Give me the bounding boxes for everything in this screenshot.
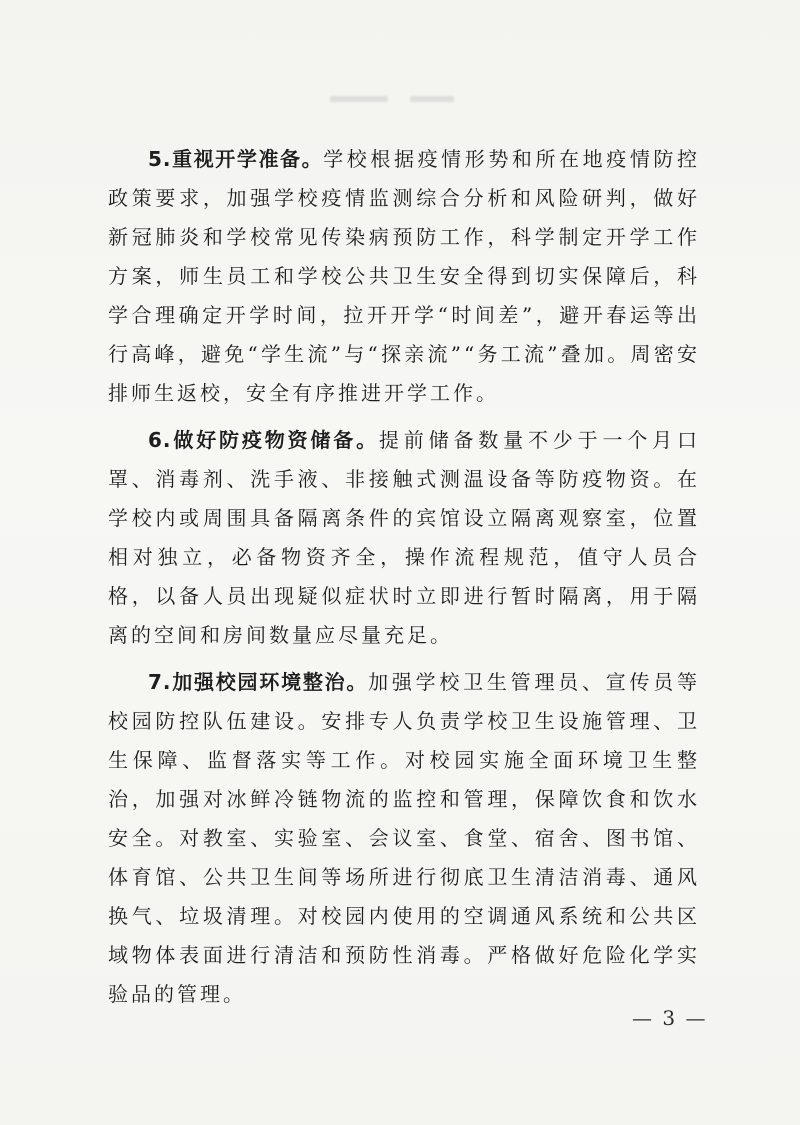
paragraph-6	[108, 421, 700, 655]
show-through-marks	[330, 96, 490, 110]
section-heading-6: 6.做好防疫物资储备。	[148, 428, 379, 452]
section-body-5: 学校根据疫情形势和所在地疫情防控政策要求，加强学校疫情监测综合分析和风险研判，做好新冠肺炎和学校常见传染病预防工作，科学制定开学工作方案，师生员工和学校公共卫生安全得到切实保障后，科学合理确定开学时间，拉开开学“时间差”，避开春运等出行高峰，避免“学生流”与“探亲流”“务工流”叠加。周密安排师生返校，安全有序推进开学工作。	[108, 147, 701, 405]
section-body-7: 加强学校卫生管理员、宣传员等校园防控队伍建设。安排专人负责学校卫生设施管理、卫生保障、监督落实等工作。对校园实施全面环境卫生整治，加强对冰鲜冷链物流的监控和管理，保障饮食和饮水安全。对教室、实验室、会议室、食堂、宿舍、图书馆、体育馆、公共卫生间等场所进行彻底卫生清洁消毒、通风换气、垃圾清理。对校园内使用的空调通风系统和公共区域物体表面进行清洁和预防性消毒。严格做好危险化学实验品的管理。	[108, 670, 701, 1006]
section-heading-7: 7.加强校园环境整治。	[148, 670, 369, 694]
section-heading-5: 5.重视开学准备。	[148, 147, 324, 171]
section-body-6: 提前储备数量不少于一个月口罩、消毒剂、洗手液、非接触式测温设备等防疫物资。在学校内或周围具备隔离条件的宾馆设立隔离观察室，位置相对独立，必备物资齐全，操作流程规范，值守人员合格，以备人员出现疑似症状时立即进行暂时隔离，用于隔离的空间和房间数量应尽量充足。	[108, 428, 701, 647]
page-number: — 3 —	[632, 1006, 708, 1030]
paragraph-5	[108, 140, 700, 413]
document-body	[108, 140, 700, 1022]
paragraph-7	[108, 663, 700, 1014]
